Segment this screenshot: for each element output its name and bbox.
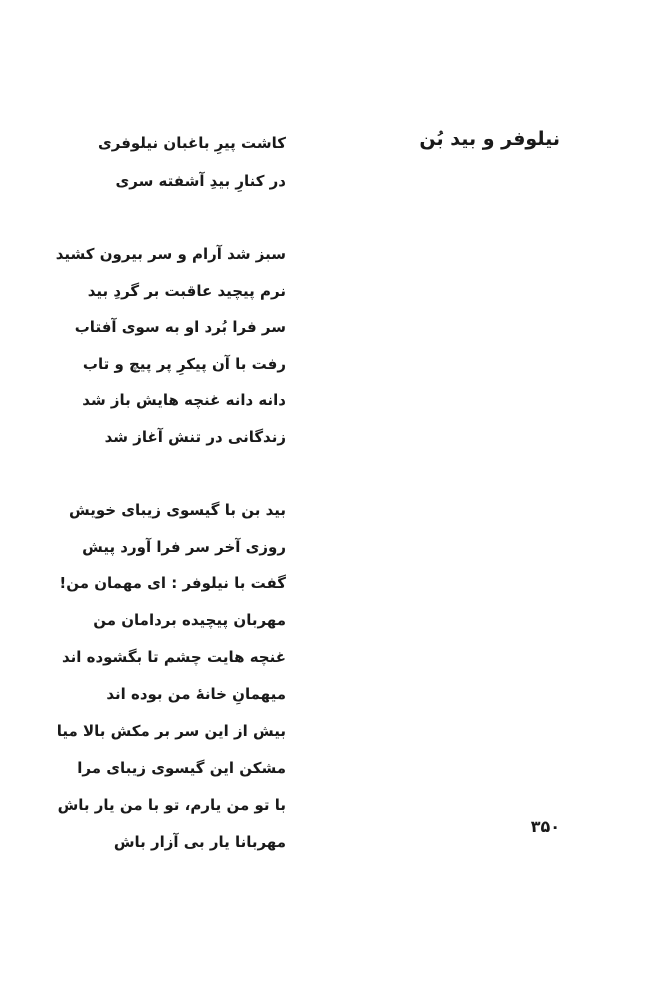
poem-line: بید بن با گیسوی زیبای خویش (68, 501, 286, 519)
poem-title: نیلوفر و بید بُن (419, 128, 560, 150)
poem-line: گفت با نیلوفر : ای مهمان من! (59, 574, 286, 592)
page-number: ۳۵۰ (530, 817, 560, 836)
poem-line: سر فرا بُرد او به سوی آفتاب (74, 318, 286, 336)
poem-line: میهمانِ خانهٔ من بوده اند (106, 685, 286, 703)
poem-line: غنچه هایت چشم تا بگشوده اند (61, 648, 286, 666)
poem-line: دانه دانه غنچه هایش باز شد (82, 391, 286, 409)
poem-line: روزی آخر سر فرا آورد پیش (82, 538, 286, 556)
poem-line: مشکن این گیسوی زیبای مرا (77, 759, 286, 777)
poem-line: مهربان پیچیده بردامان من (93, 611, 286, 629)
poem-line: رفت با آن پیکرِ پر پیچ و تاب (82, 355, 286, 373)
poem-line: با تو من یارم، تو با من یار باش (57, 796, 286, 814)
poem-line: در کنارِ بیدِ آشفته سری (115, 172, 286, 190)
poem-line: کاشت پیرِ باغبان نیلوفری (98, 134, 286, 152)
poem-line: نرم پیچید عاقبت بر گردِ بید (87, 282, 286, 300)
poem-line: مهربانا یار بی آزار باش (113, 833, 286, 851)
poem-line: بیش از این سر بر مکش بالا میا (56, 722, 286, 740)
poem-line: زندگانی در تنش آغاز شد (104, 428, 286, 446)
poem-line: سبز شد آرام و سر بیرون کشید (55, 245, 286, 263)
